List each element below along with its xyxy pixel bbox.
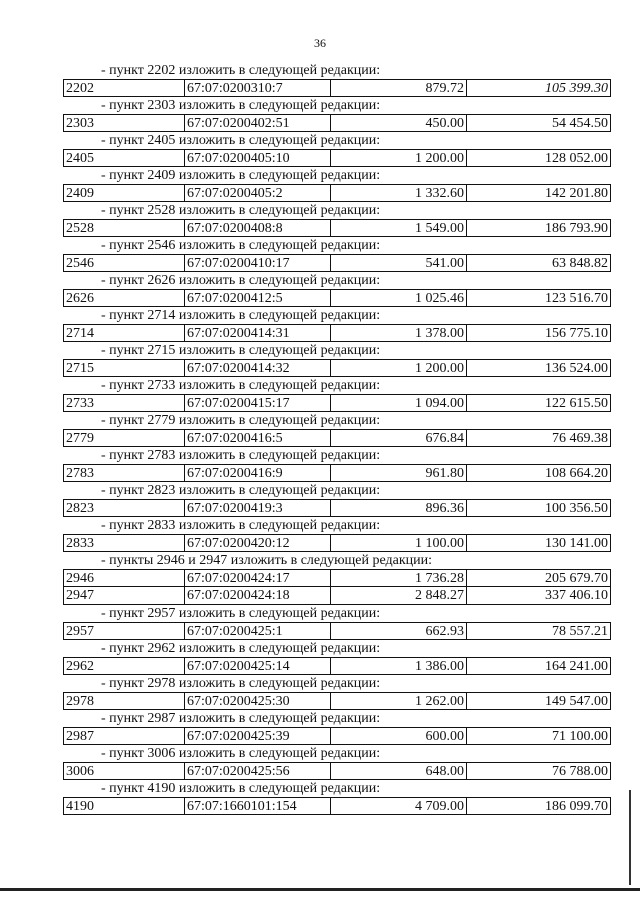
amendment-heading: - пункт 4190 изложить в следующей редакции: (101, 781, 381, 796)
table-row (63, 692, 611, 710)
amendment-section (63, 167, 611, 202)
scan-bottom-edge (0, 888, 640, 891)
item-number-cell: 2823 (63, 499, 185, 517)
value-cell: 105 399.30 (467, 79, 611, 97)
item-number-cell: 2947 (63, 587, 185, 605)
area-cell: 896.36 (331, 499, 467, 517)
amendment-section (63, 132, 611, 167)
area-cell: 676.84 (331, 429, 467, 447)
value-cell: 78 557.21 (467, 622, 611, 640)
amendment-section (63, 412, 611, 447)
cadastral-number-cell: 67:07:0200425:39 (185, 727, 331, 745)
cadastral-number-cell: 67:07:0200414:32 (185, 359, 331, 377)
table-row (63, 149, 611, 167)
amendment-section (63, 447, 611, 482)
amendment-heading: - пункты 2946 и 2947 изложить в следующей редакции: (101, 553, 433, 568)
cadastral-number-cell: 67:07:0200415:17 (185, 394, 331, 412)
cadastral-number-cell: 67:07:0200424:17 (185, 569, 331, 587)
value-cell: 337 406.10 (467, 587, 611, 605)
table-row (63, 219, 611, 237)
value-cell: 164 241.00 (467, 657, 611, 675)
item-number-cell: 2405 (63, 149, 185, 167)
amendment-heading: - пункт 2528 изложить в следующей редакции: (101, 203, 381, 218)
area-cell: 662.93 (331, 622, 467, 640)
area-cell: 1 332.60 (331, 184, 467, 202)
amendment-heading: - пункт 2409 изложить в следующей редакции: (101, 168, 381, 183)
value-cell: 76 788.00 (467, 762, 611, 780)
area-cell: 879.72 (331, 79, 467, 97)
table-row (63, 587, 611, 605)
area-cell: 1 200.00 (331, 149, 467, 167)
table-row (63, 289, 611, 307)
amendment-heading: - пункт 2833 изложить в следующей редакции: (101, 518, 381, 533)
value-cell: 142 201.80 (467, 184, 611, 202)
area-cell: 1 094.00 (331, 394, 467, 412)
table-row (63, 184, 611, 202)
amendment-heading: - пункт 2546 изложить в следующей редакции: (101, 238, 381, 253)
item-number-cell: 2783 (63, 464, 185, 482)
amendment-section (63, 482, 611, 517)
cadastral-number-cell: 67:07:0200425:56 (185, 762, 331, 780)
cadastral-number-cell: 67:07:0200416:9 (185, 464, 331, 482)
table-row (63, 114, 611, 132)
amendment-heading: - пункт 2783 изложить в следующей редакции: (101, 448, 381, 463)
amendment-section (63, 62, 611, 97)
area-cell: 4 709.00 (331, 797, 467, 815)
amendment-heading: - пункт 2962 изложить в следующей редакции: (101, 641, 381, 656)
item-number-cell: 2978 (63, 692, 185, 710)
amendment-section (63, 272, 611, 307)
item-number-cell: 2303 (63, 114, 185, 132)
cadastral-number-cell: 67:07:0200425:1 (185, 622, 331, 640)
item-number-cell: 2714 (63, 324, 185, 342)
amendment-heading: - пункт 2303 изложить в следующей редакции: (101, 98, 381, 113)
amendment-section (63, 710, 611, 745)
cadastral-number-cell: 67:07:0200410:17 (185, 254, 331, 272)
table-row (63, 797, 611, 815)
area-cell: 961.80 (331, 464, 467, 482)
cadastral-number-cell: 67:07:0200405:2 (185, 184, 331, 202)
value-cell: 123 516.70 (467, 289, 611, 307)
amendment-section (63, 675, 611, 710)
cadastral-number-cell: 67:07:0200419:3 (185, 499, 331, 517)
table-row (63, 622, 611, 640)
amendment-heading: - пункт 2405 изложить в следующей редакции: (101, 133, 381, 148)
value-cell: 149 547.00 (467, 692, 611, 710)
amendment-section (63, 552, 611, 605)
value-cell: 130 141.00 (467, 534, 611, 552)
amendment-section (63, 97, 611, 132)
item-number-cell: 2957 (63, 622, 185, 640)
value-cell: 71 100.00 (467, 727, 611, 745)
value-cell: 54 454.50 (467, 114, 611, 132)
amendment-heading: - пункт 2978 изложить в следующей редакции: (101, 676, 381, 691)
value-cell: 76 469.38 (467, 429, 611, 447)
amendment-heading: - пункт 2733 изложить в следующей редакции: (101, 378, 381, 393)
area-cell: 450.00 (331, 114, 467, 132)
amendment-heading: - пункт 2202 изложить в следующей редакции: (101, 63, 381, 78)
table-row (63, 727, 611, 745)
amendment-section (63, 377, 611, 412)
amendment-heading: - пункт 3006 изложить в следующей редакции: (101, 746, 381, 761)
area-cell: 1 100.00 (331, 534, 467, 552)
item-number-cell: 2546 (63, 254, 185, 272)
page-number: 36 (314, 36, 326, 50)
scan-right-edge (629, 790, 631, 885)
item-number-cell: 2626 (63, 289, 185, 307)
item-number-cell: 2987 (63, 727, 185, 745)
cadastral-number-cell: 67:07:0200420:12 (185, 534, 331, 552)
table-row (63, 499, 611, 517)
amendment-section (63, 780, 611, 815)
item-number-cell: 2715 (63, 359, 185, 377)
item-number-cell: 3006 (63, 762, 185, 780)
value-cell: 186 099.70 (467, 797, 611, 815)
area-cell: 1 200.00 (331, 359, 467, 377)
cadastral-number-cell: 67:07:0200408:8 (185, 219, 331, 237)
item-number-cell: 2409 (63, 184, 185, 202)
area-cell: 600.00 (331, 727, 467, 745)
area-cell: 1 025.46 (331, 289, 467, 307)
area-cell: 1 386.00 (331, 657, 467, 675)
amendment-section (63, 605, 611, 640)
cadastral-number-cell: 67:07:0200405:10 (185, 149, 331, 167)
value-cell: 122 615.50 (467, 394, 611, 412)
amendment-heading: - пункт 2715 изложить в следующей редакции: (101, 343, 381, 358)
table-row (63, 464, 611, 482)
table-row (63, 79, 611, 97)
cadastral-number-cell: 67:07:0200402:51 (185, 114, 331, 132)
cadastral-number-cell: 67:07:0200310:7 (185, 79, 331, 97)
table-row (63, 254, 611, 272)
item-number-cell: 2833 (63, 534, 185, 552)
value-cell: 205 679.70 (467, 569, 611, 587)
table-row (63, 762, 611, 780)
value-cell: 156 775.10 (467, 324, 611, 342)
table-row (63, 534, 611, 552)
value-cell: 63 848.82 (467, 254, 611, 272)
area-cell: 541.00 (331, 254, 467, 272)
cadastral-number-cell: 67:07:0200425:30 (185, 692, 331, 710)
value-cell: 100 356.50 (467, 499, 611, 517)
table-row (63, 429, 611, 447)
cadastral-number-cell: 67:07:0200412:5 (185, 289, 331, 307)
amendment-heading: - пункт 2714 изложить в следующей редакции: (101, 308, 381, 323)
item-number-cell: 2779 (63, 429, 185, 447)
item-number-cell: 4190 (63, 797, 185, 815)
amendment-section (63, 342, 611, 377)
area-cell: 648.00 (331, 762, 467, 780)
table-row (63, 324, 611, 342)
cadastral-number-cell: 67:07:0200416:5 (185, 429, 331, 447)
cadastral-number-cell: 67:07:1660101:154 (185, 797, 331, 815)
amendments-list (63, 62, 611, 815)
amendment-section (63, 237, 611, 272)
amendment-heading: - пункт 2779 изложить в следующей редакции: (101, 413, 381, 428)
area-cell: 1 736.28 (331, 569, 467, 587)
value-cell: 136 524.00 (467, 359, 611, 377)
item-number-cell: 2733 (63, 394, 185, 412)
value-cell: 186 793.90 (467, 219, 611, 237)
table-row (63, 569, 611, 587)
amendment-heading: - пункт 2957 изложить в следующей редакции: (101, 606, 381, 621)
table-row (63, 394, 611, 412)
table-row (63, 359, 611, 377)
area-cell: 2 848.27 (331, 587, 467, 605)
table-row (63, 657, 611, 675)
cadastral-number-cell: 67:07:0200424:18 (185, 587, 331, 605)
amendment-section (63, 202, 611, 237)
cadastral-number-cell: 67:07:0200414:31 (185, 324, 331, 342)
amendment-heading: - пункт 2987 изложить в следующей редакции: (101, 711, 381, 726)
area-cell: 1 549.00 (331, 219, 467, 237)
amendment-section (63, 517, 611, 552)
area-cell: 1 262.00 (331, 692, 467, 710)
cadastral-number-cell: 67:07:0200425:14 (185, 657, 331, 675)
amendment-heading: - пункт 2626 изложить в следующей редакции: (101, 273, 381, 288)
value-cell: 108 664.20 (467, 464, 611, 482)
item-number-cell: 2202 (63, 79, 185, 97)
item-number-cell: 2946 (63, 569, 185, 587)
item-number-cell: 2528 (63, 219, 185, 237)
amendment-section (63, 640, 611, 675)
area-cell: 1 378.00 (331, 324, 467, 342)
amendment-heading: - пункт 2823 изложить в следующей редакции: (101, 483, 381, 498)
amendment-section (63, 307, 611, 342)
item-number-cell: 2962 (63, 657, 185, 675)
amendment-section (63, 745, 611, 780)
value-cell: 128 052.00 (467, 149, 611, 167)
